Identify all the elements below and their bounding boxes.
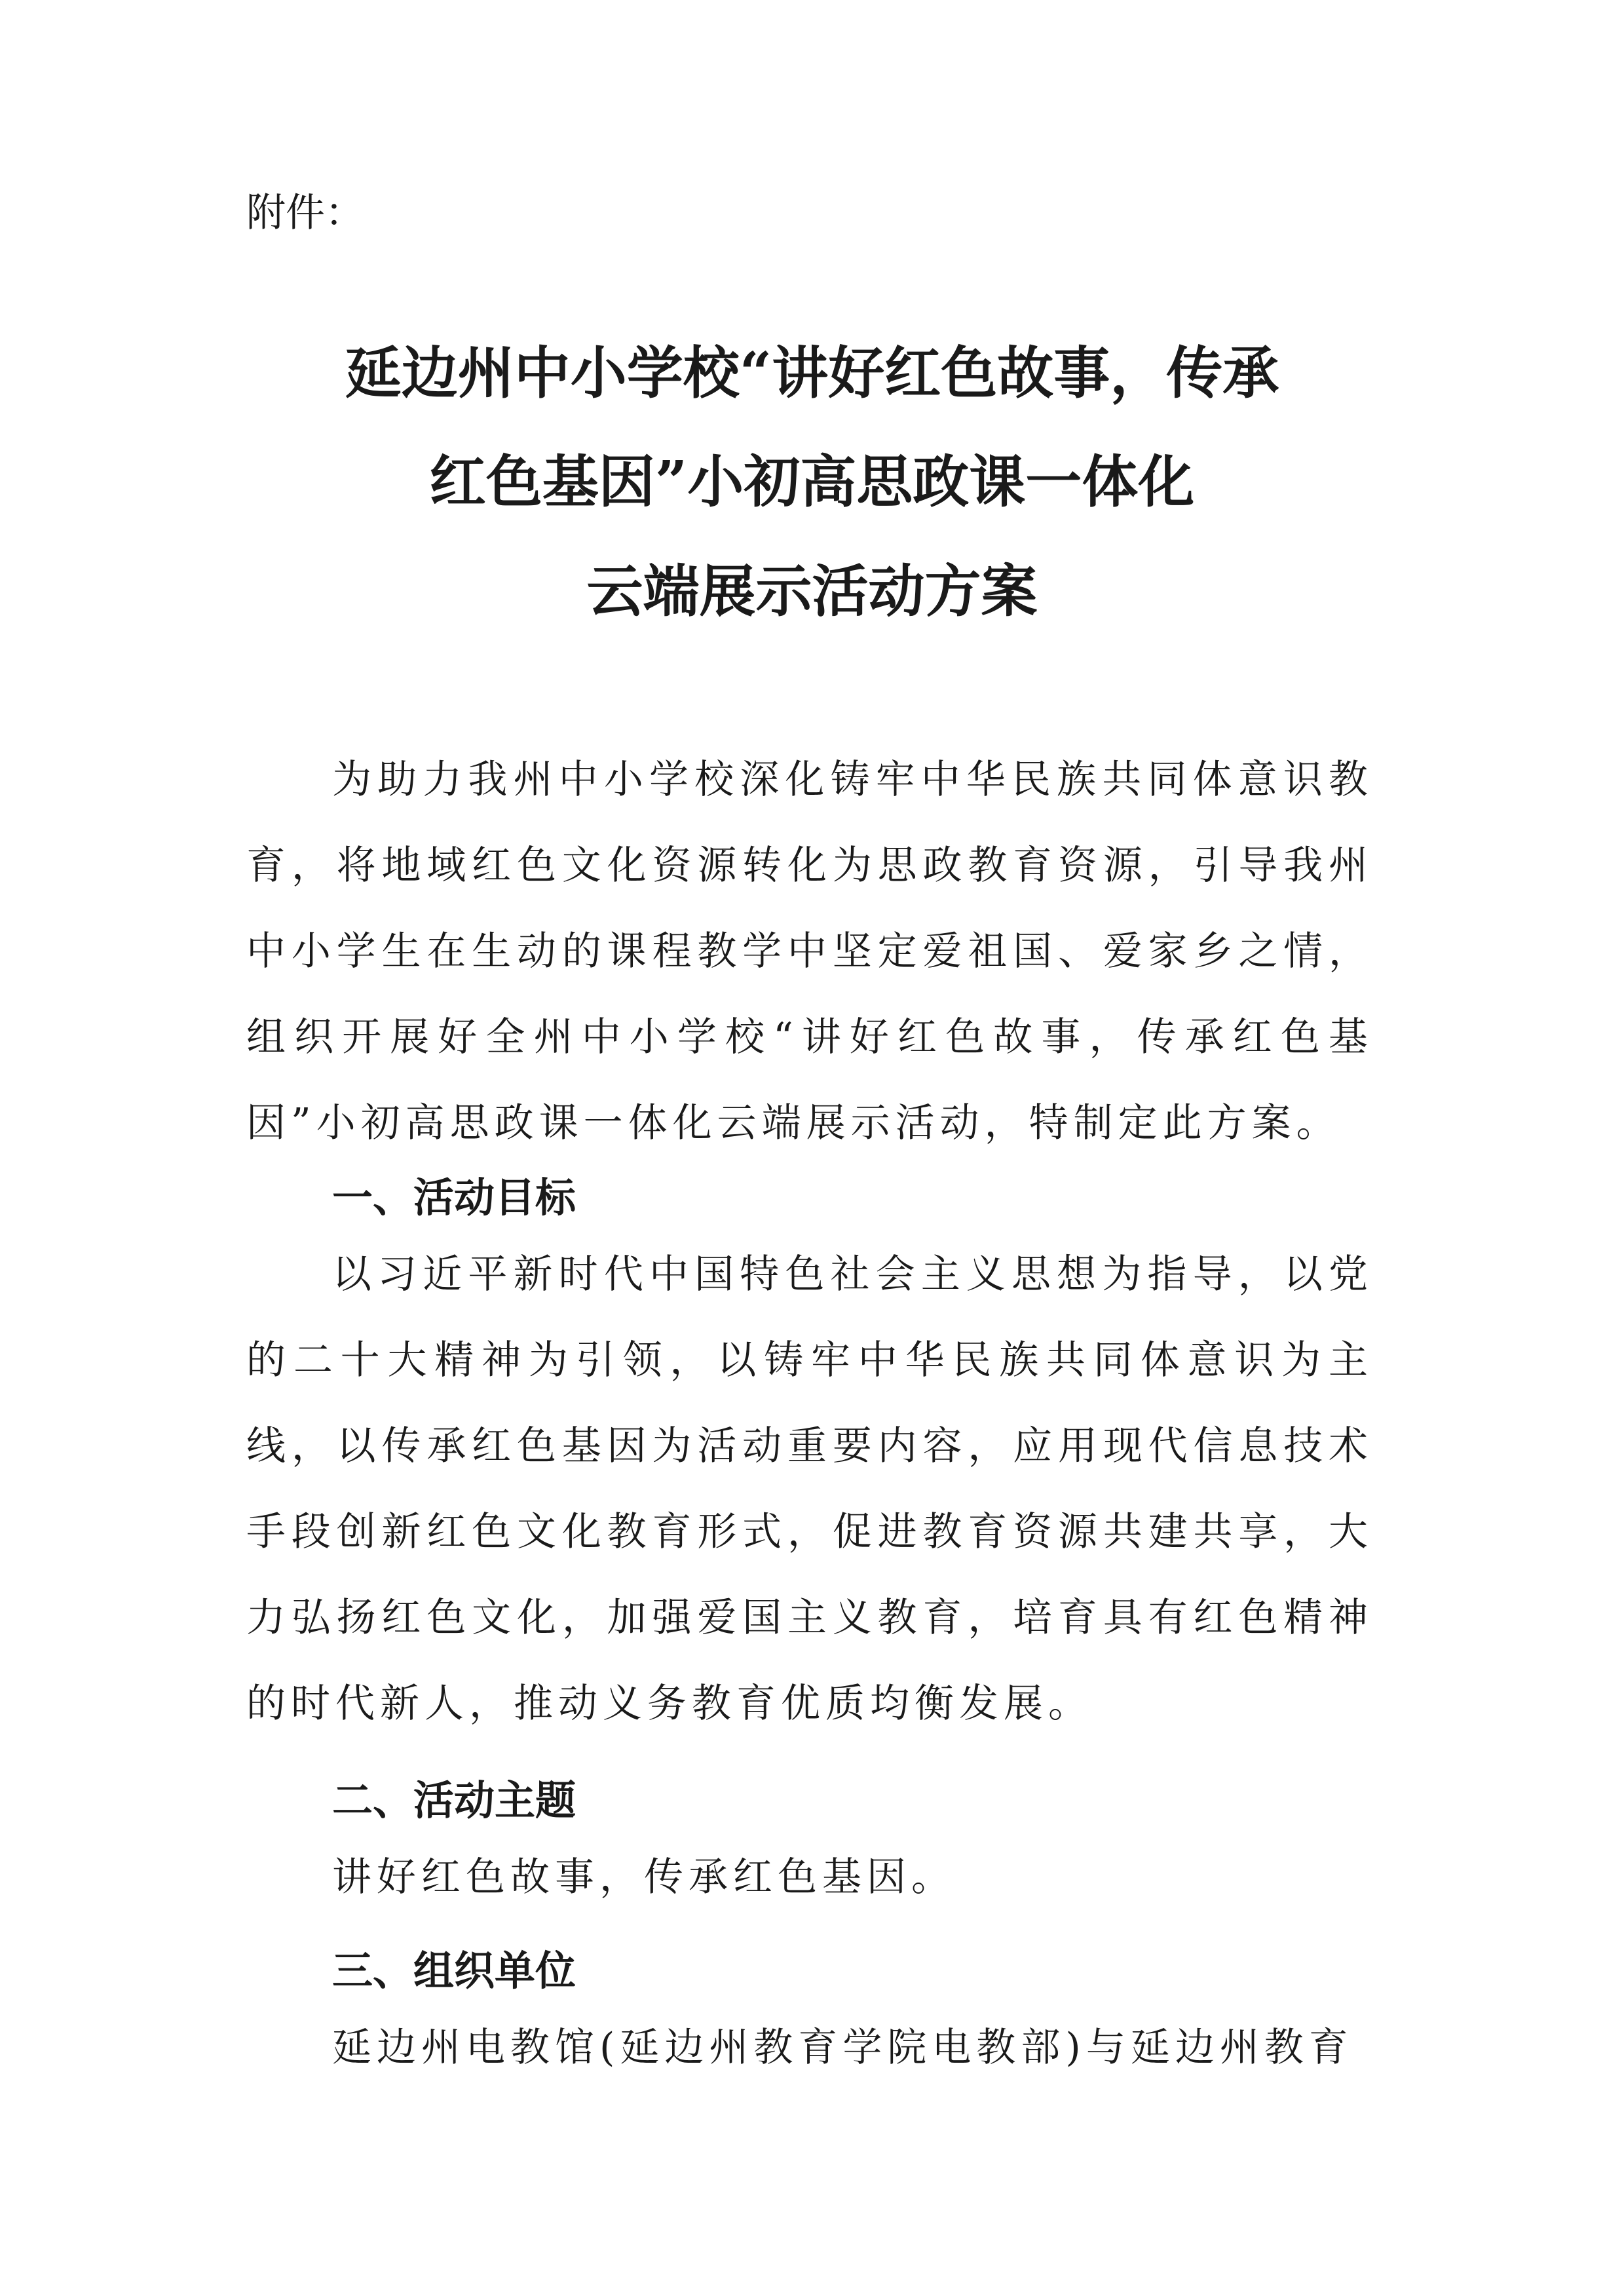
attachment-label: 附件：	[246, 190, 364, 236]
section-body-goals: 以习近平新时代中国特色社会主义思想为指导，以党的二十大精神为引领，以铸牢中华民族共同体意识为主线，以传承红色基因为活动重要内容，应用现代信息技术手段创新红色文化教育形式，促进教育资源共建共享，大力弘扬红色文化，加强爱国主义教育，培育具有红色精神的时代新人，推动义务教育优质均衡发展。	[246, 1252, 1373, 1727]
section-body-organizers: 延边州电教馆(延边州教育学院电教部)与延边州教育	[332, 2025, 1353, 2071]
section-heading-goals: 一、活动目标	[332, 1174, 576, 1221]
document-title-line-2: 红色基因”小初高思政课一体化	[429, 449, 1195, 515]
section-heading-theme: 二、活动主题	[332, 1776, 576, 1824]
section-body-theme: 讲好红色故事，传承红色基因。	[332, 1854, 956, 1900]
document-title-line-3: 云端展示活动方案	[586, 558, 1038, 624]
document-title-line-1: 延边州中小学校“讲好红色故事，传承	[345, 340, 1279, 406]
section-heading-organizers: 三、组织单位	[332, 1947, 576, 1995]
intro-paragraph: 为助力我州中小学校深化铸牢中华民族共同体意识教育，将地域红色文化资源转化为思政教育资源，引导我州中小学生在生动的课程教学中坚定爱祖国、爱家乡之情，组织开展好全州中小学校“讲好红色故事，传承红色基因”小初高思政课一体化云端展示活动，特制定此方案。	[246, 757, 1373, 1146]
